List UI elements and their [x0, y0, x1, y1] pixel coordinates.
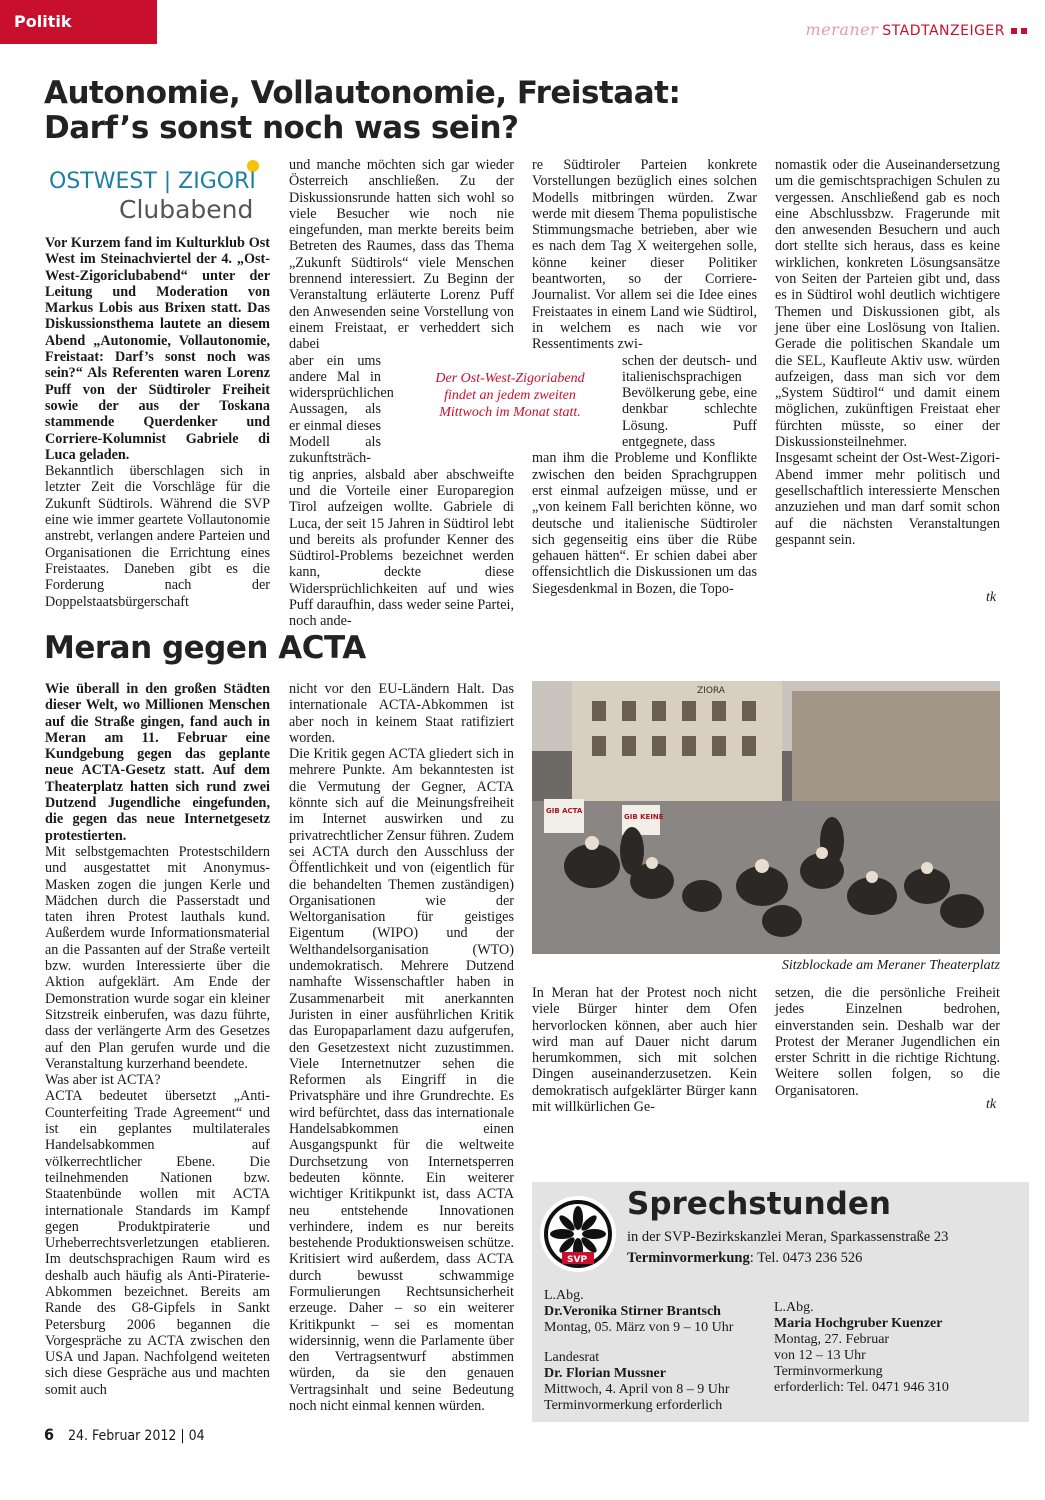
article2-body-end: ACTA bedeutet übersetzt „Anti-Counterfeiting Trade Agreement“ und ist ein geplantes multilaterales Handelsabkommen auf völkerrechtlicher Ebene. Die teilnehmenden Nationen bzw. Staatenbünde wollen mit ACTA internationale Standards im Kampf gegen Produktpiraterie und Urheberrechtsverletzungen etablieren. Im deutschsprachigen Raum wird es deshalb auch häufig als Anti-Piraterie-Abkommen bezeichnet. Bereits am Rande des G8-Gipfels in Sankt Petersburg 2006 begannen die Vorgespräche zu ACTA zwischen den USA und Japan. Nachfolgend weiteten sich diese Gespräche aus und machten somit auch — [45, 1088, 270, 1398]
article1-signature: tk — [986, 590, 997, 605]
article2-col2: nicht vor den EU-Ländern Halt. Das internationale ACTA-Abkommen ist aber noch in keinem Staat ratifiziert worden. — [289, 681, 514, 746]
entry-note: Terminvormerkung — [774, 1364, 883, 1379]
article1-body: Bekanntlich überschlagen sich in letzter Zeit die Vorschläge für die Zukunft Südtirols. Während die SVP eine wie immer geartete Vollautonomie anstrebt, verlangen andere Parteien und Organisationen die Errichtung eines Freistaates. Daneben gibt es die Forderung nach der Doppelstaatsbürgerschaft — [45, 463, 270, 610]
pull-quote: Der Ost-West-Zigoriabend findet an jedem zweiten Mittwoch im Monat statt. — [435, 371, 585, 420]
article1-col3-bottom: man ihm die Probleme und Konflikte zwischen den beiden Sprachgruppen erst einmal aufzeigen müsse, und er „von keinem Fall berichten könne, wo deutsche und italienische Südtiroler sich gegenseitig eins über die Rübe gehauen hätten“. Er schien dabei aber offensichtlich die Diskussionen um das Siegesdenkmal in Bozen, die Topo- — [532, 450, 757, 597]
masthead-italic: meraner — [805, 20, 879, 39]
entry-time: Mittwoch, 4. April von 8 – 9 Uhr — [544, 1382, 730, 1397]
ostwest-zigori-logo — [47, 158, 265, 226]
article2-subhead: Was aber ist ACTA? — [45, 1072, 161, 1089]
sprechstunden-box — [532, 1182, 1029, 1422]
article2-col4: setzen, die die persönliche Freiheit jedes Einzelnen bedrohen, einverstanden sein. Deshalb war der Protest der Meraner Jugendlichen ein erster Schritt in die richtige Richtung. Weitere sollen folgen, so die Organisatoren. — [775, 985, 1000, 1099]
article1-col2-mid: aber ein ums andere Mal in widersprüchlichen Aussagen, als er einmal dieses Modell als zukunftsträch- — [289, 352, 394, 467]
article2-col2-b: Die Kritik gegen ACTA gliedert sich in mehrere Punkte. Am bekanntesten ist die Vermutung der Gegner, ACTA könnte sich auf die Meinungsfreiheit im Internet auswirken und zu privatrechtlicher Zensur führen. Zudem sei ACTA durch den Ausschluss der Öffentlichkeit und von (eigentlich für die behandelten Themen zuständigen) Organisationen wie der Weltorganisation für geistiges Eigentum (WIPO) und der Welthandelsorganisation (WTO) undemokratisch. Mehrere Dutzend namhafte Wissenschaftler haben in Zusammenarbeit mit anerkannten Juristen in einer ausführlichen Kritik das Europaparlament dazu aufgerufen, den Gesetzestext nicht zuzustimmen. Viele Internetnutzer sehen die Reformen als Eingriff in die Privatsphäre und ihre Grundrechte. Es wird befürchtet, dass das internationale Handelsabkommen einen Ausgangspunkt für die weltweite Durchsetzung von Internetsperren bedeuten könnte. Ein weiterer wichtiger Kritikpunkt ist, dass ACTA neu entstehende Innovationen verhindere, indem es nur bereits bestehende Produktionsweisen schütze. Kritisiert wird außerdem, dass ACTA durch bewusst schwammige Formulierungen Rechtsunsicherheit erzeuge. Daher – so ein weiterer Kritikpunkt – sei es momentan widersinnig, wenn die Parlamente über den Vertragsentwurf abstimmen würden, da sie den genauen Vertragsinhalt und seine Bedeutung noch nicht einmal kennen würden. — [289, 746, 514, 1415]
article1-col4-end: Insgesamt scheint der Ost-West-Zigori-Abend immer mehr politisch und gesellschaftlich interessierte Menschen anzuziehen und man darf somit schon auf die nächsten Veranstaltungen gespannt sein. — [775, 450, 1000, 548]
article2-lead: Wie überall in den großen Städten dieser Welt, wo Millionen Menschen auf die Straße gingen, fand auch in Meran am 11. Februar eine Kundgebung gegen das geplante neue ACTA-Gesetz statt. Auf dem Theaterplatz hatten sich rund zwei Dutzend Jugendliche eingefunden, die gegen das neue Internetgesetz protestierten. — [45, 681, 270, 844]
masthead-title: STADTANZEIGER — [882, 23, 1005, 39]
masthead — [806, 20, 1027, 39]
logo-sub: Clubabend — [119, 195, 254, 224]
entry-time: von 12 – 13 Uhr — [774, 1348, 866, 1363]
masthead-square-icon — [1021, 28, 1027, 34]
section-tab: Politik — [0, 0, 157, 44]
sprechstunde-entry-1 — [544, 1288, 733, 1336]
photo-shop-sign: ZIORA — [697, 686, 725, 696]
article2-col3: In Meran hat der Protest noch nicht viele Bürger hinter dem Ofen hervorlocken können, aber auch hier wird man auf Dauer nicht darum herumkommen, sich mit solchen Dingen auseinanderzusetzen. Kein demokratisch aufgeklärter Bürger kann mit willkürlichen Ge- — [532, 985, 757, 1116]
entry-extra: Terminvormerkung erforderlich — [544, 1398, 723, 1413]
entry-role: Landesrat — [544, 1350, 600, 1365]
article2-column-2 — [289, 681, 514, 1414]
photo-sign-1: GIB ACTA — [546, 807, 583, 815]
entry-time: Montag, 05. März von 9 – 10 Uhr — [544, 1320, 734, 1335]
entry-name: Dr.Veronika Stirner Brantsch — [544, 1304, 721, 1319]
photo-caption: Sitzblockade am Meraner Theaterplatz — [781, 958, 1000, 973]
entry-phone: erforderlich: Tel. 0471 946 310 — [774, 1380, 949, 1395]
sprechstunde-entry-2 — [544, 1350, 730, 1414]
entry-role: L.Abg. — [774, 1300, 814, 1315]
article1-lead: Vor Kurzem fand im Kulturklub Ost West im Steinachviertel der 4. „Ost-West-Zigoriclubabend“ unter der Leitung und Moderation von Markus Lobis aus Brixen statt. Das Diskussionsthema lautete an diesem Abend „Autonomie, Vollautonomie, Freistaat: Darf’s sonst noch was sein?“ Als Referenten waren Lorenz Puff von der Südtiroler Freiheit sowie der aus der Toskana stammende Querdenker und Corriere-Kolumnist Gabriele di Luca geladen. — [45, 235, 270, 463]
article1-column-1 — [45, 235, 270, 610]
article2-column-1 — [45, 681, 270, 1398]
svp-logo — [540, 1196, 616, 1272]
headline-line-1: Autonomie, Vollautonomie, Freistaat: — [44, 75, 681, 111]
entry-date: Montag, 27. Februar — [774, 1332, 890, 1347]
entry-role: L.Abg. — [544, 1288, 584, 1303]
page-footer — [44, 1425, 205, 1444]
article2-column-4 — [775, 985, 1000, 1099]
sprechstunden-address: in der SVP-Bezirkskanzlei Meran, Sparkassenstraße 23 — [627, 1229, 949, 1245]
sprechstunden-title: Sprechstunden — [627, 1186, 891, 1222]
page-number: 6 — [44, 1425, 55, 1444]
article1-column-4 — [775, 157, 1000, 548]
sprechstunden-phone — [627, 1250, 862, 1267]
phone-label: Terminvormerkung — [627, 1250, 750, 1266]
svp-logo-text: SVP — [567, 1255, 588, 1265]
issue-date: 24. Februar 2012 | 04 — [68, 1428, 205, 1444]
masthead-square-icon — [1011, 28, 1017, 34]
article1-headline — [44, 76, 680, 146]
article1-col3-top: re Südtiroler Parteien konkrete Vorstellungen bezüglich eines solchen Modells mitbringen würden. Zwar werde mit diesem Thema populistische Stimmungsmache betrieben, aber wie es nach dem Tag X weitergehen solle, könne keiner dieser Politiker beantworten, so der Corriere-Journalist. Vor allem sei die Idee eines Freistaates in einem Land wie Südtirol, in welchem es nach wie vor Ressentiments zwi- — [532, 157, 757, 353]
article1-col2-top: und manche möchten sich gar wieder Österreich anschließen. Zu der Diskussionsrunde hatten sich wohl so viele Besucher wie noch nie eingefunden, man merkte bereits beim Betreten des Raumes, dass das Thema „Zukunft Südtirols“ viele Menschen brennend interessiert. Zu Beginn der Veranstaltung erläuterte Lorenz Puff den Anwesenden seine Vorstellung von einem Freistaat, er verheddert sich dabei — [289, 157, 514, 353]
article1-col3-mid: schen der deutsch- und italienischsprachigen Bevölkerung gebe, eine denkbar schlechte Lösung. Puff entgegnete, dass — [622, 352, 757, 451]
article2-headline: Meran gegen ACTA — [44, 630, 366, 666]
protest-photo — [532, 681, 1000, 954]
entry-name: Maria Hochgruber Kuenzer — [774, 1316, 943, 1331]
phone-number: : Tel. 0473 236 526 — [749, 1250, 863, 1266]
article1-col2-bottom: tig anpries, alsbald aber abschweifte und die Vorteile einer Europaregion Tirol aufzeigen wollte. Gabriele di Luca, der seit 15 Jahren in Südtirol lebt und bereits als profunder Kenner des Südtirol-Problems bezeichnet werden kann, deckte diese Widersprüchlichkeiten auf und wies Puff daraufhin, dass weder seine Partei, noch ande- — [289, 466, 514, 630]
article2-column-3 — [532, 985, 757, 1115]
photo-sign-2: GIB KEINE — [624, 813, 664, 821]
sprechstunde-entry-3 — [774, 1300, 949, 1396]
logo-top: OSTWEST | ZIGORI — [49, 169, 256, 194]
headline-line-2: Darf’s sonst noch was sein? — [44, 110, 519, 146]
entry-name: Dr. Florian Mussner — [544, 1366, 666, 1381]
article2-signature: tk — [986, 1097, 997, 1112]
article2-body: Mit selbstgemachten Protestschildern und ausgestattet mit Anonymus-Masken zogen die jungen Kerle und Mädchen durch die Passerstadt und taten ihren Protest lauthals kund. Außerdem wurde Informationsmaterial an die Passanten auf der Straße verteilt bzw. wurden Interessierte über die Aktion aufgeklärt. Am Ende der Demonstration wurde sogar ein kleiner Sitzstreik einberufen, was dazu führte, dass der verlängerte Arm des Gesetzes auf den Plan gerufen wurde und die Veranstaltung kurzerhand beendete. — [45, 843, 270, 1072]
article1-column-3 — [532, 157, 757, 597]
article1-col4: nomastik oder die Auseinandersetzung um die gemischtsprachigen Schulen zu vergessen. Anschließend gab es noch eine Abschlussbzw. Fragerunde mit den anwesenden Besuchern und auch dort stellte sich heraus, dass es keine wirklichen, konkreten Lösungsansätze von Seiten der Parteien gibt und, dass es in Südtirol wohl deutlich wichtigere Themen und Diskussionen gibt, als jene über eine Loslösung von Italien. Gerade die politischen Skandale um die SEL, Kaufleute Aktiv usw. würden aufzeigen, dass man sich vor dem „System Südtirol“ und damit einem möglichen, zukünftigen Freistaat eher fürchten müsste, so einer der Diskussionsteilnehmer. — [775, 157, 1000, 451]
